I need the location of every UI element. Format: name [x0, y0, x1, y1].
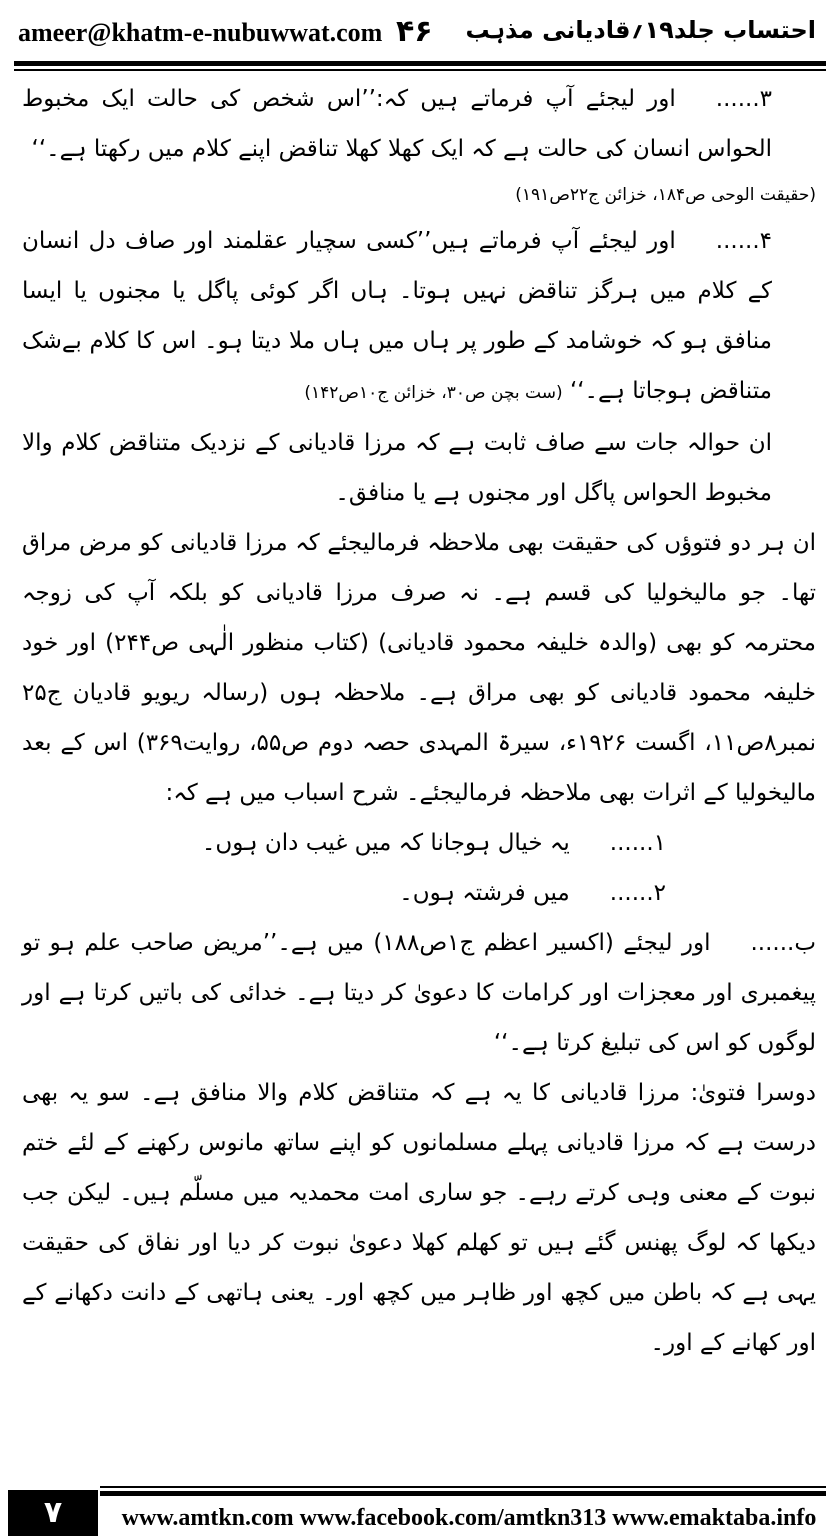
footer-divider-thick [100, 1491, 826, 1496]
reference-1: (حقیقت الوحی ص۱۸۴، خزائن ج۲۲ص۱۹۱) [515, 185, 816, 205]
list-item-1-text: یہ خیال ہوجانا کہ میں غیب دان ہوں۔ [201, 830, 570, 856]
header-divider-thick [14, 61, 826, 66]
header-divider-thin [14, 69, 826, 71]
list-item-1 [22, 818, 816, 868]
page-footer [0, 1480, 840, 1540]
footer-page-mark: ۷ [8, 1490, 98, 1536]
paragraph-1-text: اور لیجئے آپ فرماتے ہیں کہ:’’اس شخص کی حالت ایک مخبوط الحواس انسان کی حالت ہے کہ ایک کھلا کھلا تناقض اپنے کلام میں رکھتا ہے۔‘‘ [22, 86, 772, 162]
paragraph-5 [22, 918, 816, 1068]
paragraph-1 [22, 74, 816, 174]
page-header [0, 0, 840, 70]
item-marker-3: ۳...... [715, 86, 772, 112]
footer-urls: www.amtkn.com www.facebook.com/amtkn313 www.emaktaba.info [121, 1505, 817, 1531]
paragraph-3: ان حوالہ جات سے صاف ثابت ہے کہ مرزا قادیانی کے نزدیک متناقض کلام والا مخبوط الحواس پاگل اور مجنوں ہے یا منافق۔ [22, 430, 772, 506]
paragraph-5-text: اور لیجئے (اکسیر اعظم ج۱ص۱۸۸) میں ہے۔’’مریض صاحب علم ہو تو پیغمبری اور معجزات اور کرامات کا دعویٰ کر دیتا ہے۔ خدائی کی باتیں کرتا ہے اور لوگوں کو اس کی تبلیغ کرتا ہے۔‘‘ [22, 930, 816, 1056]
paragraph-4: ان ہر دو فتوؤں کی حقیقت بھی ملاحظہ فرمالیجئے کہ مرزا قادیانی کو مرض مراق تھا۔ جو مالیخولیا کی قسم ہے۔ نہ صرف مرزا قادیانی کو بلکہ آپ کی زوجہ محترمہ کو بھی (والدہ خلیفہ محمود قادیانی) (کتاب منظور الٰہی ص۲۴۴) اور خود خلیفہ محمود قادیانی کو بھی مراق ہے۔ ملاحظہ ہوں (رسالہ ریویو قادیان ج۲۵ نمبر۸ص۱۱، اگست ۱۹۲۶ء، سیرۃ المہدی حصہ دوم ص۵۵، روایت۳۶۹) اس کے بعد مالیخولیا کے اثرات بھی ملاحظہ فرمالیجئے۔ شرح اسباب میں ہے کہ: [22, 530, 816, 806]
item-marker-b: ب...... [750, 930, 816, 956]
item-marker-4: ۴...... [715, 228, 772, 254]
paragraph-2 [22, 216, 816, 418]
list-item-2-text: میں فرشتہ ہوں۔ [399, 880, 570, 906]
list-item-2 [22, 868, 816, 918]
paragraph-6: دوسرا فتویٰ: مرزا قادیانی کا یہ ہے کہ متناقض کلام والا منافق ہے۔ سو یہ بھی درست ہے کہ مرزا قادیانی پہلے مسلمانوں کو اپنے ساتھ مانوس رکھنے کے لئے ختم نبوت کے معنی وہی کرتے رہے۔ جو ساری امت محمدیہ میں مسلّم ہیں۔ لیکن جب دیکھا کہ لوگ پھنس گئے ہیں تو کھلم کھلا دعویٰ نبوت کر دیا اور نفاق کی حقیقت یہی ہے کہ باطن میں کچھ اور ظاہر میں کچھ اور۔ یعنی ہاتھی کے دانت دکھانے کے اور کھانے کے اور۔ [22, 1080, 816, 1356]
footer-divider-thin [100, 1486, 826, 1488]
header-page-number: ۴۶ [396, 14, 433, 49]
reference-2: (ست بچن ص۳۰، خزائن ج۱۰ص۱۴۲) [304, 383, 563, 403]
list-marker-1: ۱...... [609, 830, 666, 856]
header-title: احتساب جلد۱۹؍قادیانی مذہب [465, 16, 816, 44]
page-body [22, 74, 816, 1368]
header-email: ameer@khatm-e-nubuwwat.com [18, 18, 383, 47]
list-marker-2: ۲...... [609, 880, 666, 906]
paragraph-2-text: اور لیجئے آپ فرماتے ہیں’’کسی سچیار عقلمند اور صاف دل انسان کے کلام میں ہرگز تناقض نہیں ہوتا۔ ہاں اگر کوئی پاگل یا مجنوں یا ایسا منافق ہو کہ خوشامد کے طور پر ہاں میں ہاں ملا دیتا ہو۔ اس کا کلام بےشک متناقض ہوجاتا ہے۔‘‘ [22, 228, 772, 404]
